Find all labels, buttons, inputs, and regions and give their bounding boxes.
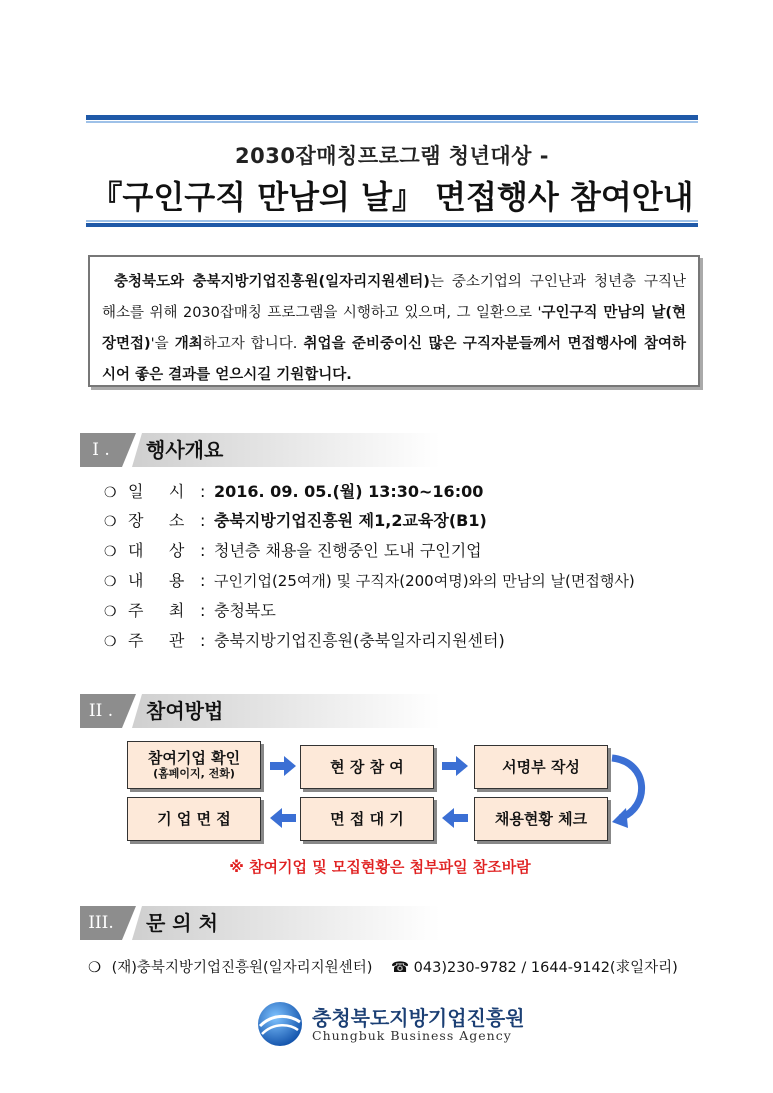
intro-text: 는 중소기업의 구인난과 청년층 구직난 해소를 위해 2030잡매칭 프로그램을 시행하고 있으며, 그 일환으로 ' <box>102 274 686 321</box>
info-colon: : <box>200 571 206 590</box>
contact-organization: (재)충북지방기업진흥원(일자리지원센터) <box>111 960 373 976</box>
arrow-left-icon <box>270 808 296 828</box>
header-top-bar <box>86 115 698 120</box>
bullet-icon: ❍ <box>88 960 101 976</box>
step-label: 기 업 면 접 <box>157 810 231 828</box>
bullet-icon: ❍ <box>104 574 117 590</box>
header-bottom-bar <box>86 223 698 227</box>
step-box-interview <box>127 797 261 841</box>
info-row-date <box>104 480 483 504</box>
step-label: 서명부 작성 <box>502 758 580 776</box>
info-colon: : <box>200 511 206 530</box>
section-number: I . <box>80 433 122 467</box>
intro-closing: 취업을 준비중이신 많은 구직자분들께서 면접행사에 참여하시어 좋은 결과를 얻으시길 기원합니다. <box>102 336 686 383</box>
info-colon: : <box>200 601 206 620</box>
agency-logo <box>256 1000 556 1050</box>
intro-event-name: 구인구직 만남의 날(현장면접) <box>102 305 686 352</box>
step-sublabel: (홈페이지, 전화) <box>153 767 235 780</box>
arrow-right-icon <box>270 756 296 776</box>
info-value: 충북지방기업진흥원(충북일자리지원센터) <box>214 631 505 650</box>
intro-text: 하고자 합니다. <box>202 336 304 352</box>
bullet-icon: ❍ <box>104 544 117 560</box>
info-value: 충청북도 <box>214 601 276 620</box>
agency-english-name: Chungbuk Business Agency <box>312 1028 512 1043</box>
step-box-waiting <box>300 797 434 841</box>
info-row-content <box>104 569 635 593</box>
info-row-host <box>104 599 276 623</box>
section-title: 문 의 처 <box>146 911 218 935</box>
globe-logo-icon <box>256 1000 304 1048</box>
contact-line <box>88 956 678 977</box>
arrow-right-icon <box>442 756 468 776</box>
header-bottom-thin-bar <box>86 220 698 222</box>
step-box-check-companies <box>127 741 261 789</box>
intro-host: 개최 <box>174 336 203 352</box>
attachment-note: ※ 참여기업 및 모집현황은 첨부파일 참조바람 <box>229 858 531 876</box>
info-colon: : <box>200 631 206 650</box>
section-header-contact <box>80 906 440 940</box>
info-label: 일 시 <box>128 482 185 501</box>
step-label: 참여기업 확인 <box>147 749 241 767</box>
phone-icon: ☎ <box>390 960 410 976</box>
info-value: 구인기업(25여개) 및 구직자(200여명)와의 만남의 날(면접행사) <box>214 572 635 590</box>
section-header-participation <box>80 694 440 728</box>
info-value: 청년층 채용을 진행중인 도내 구인기업 <box>214 541 482 560</box>
section-number: III. <box>80 906 122 940</box>
agency-name: 충청북도지방기업진흥원 <box>312 1006 525 1030</box>
contact-phone: 043)230-9782 / 1644-9142(求일자리) <box>413 960 678 976</box>
step-box-onsite <box>300 745 434 789</box>
step-box-sign-register <box>474 745 608 789</box>
info-label: 대 상 <box>128 541 185 560</box>
bullet-icon: ❍ <box>104 604 117 620</box>
step-box-hiring-status <box>474 797 608 841</box>
header-top-thin-bar <box>86 121 698 123</box>
info-label: 내 용 <box>128 571 185 590</box>
info-colon: : <box>200 541 206 560</box>
bullet-icon: ❍ <box>104 634 117 650</box>
info-row-place <box>104 509 487 533</box>
info-label: 주 최 <box>128 601 185 620</box>
step-label: 면 접 대 기 <box>330 810 404 828</box>
section-number: II . <box>80 694 122 728</box>
info-colon: : <box>200 482 206 501</box>
bullet-icon: ❍ <box>104 485 117 501</box>
bullet-icon: ❍ <box>104 514 117 530</box>
intro-organizers: 충청북도와 충북지방기업진흥원(일자리지원센터) <box>114 274 430 290</box>
curved-arrow-down-icon <box>606 752 646 832</box>
intro-text: '을 <box>150 336 175 352</box>
page-title: 『구인구직 만남의 날』 면접행사 참여안내 <box>90 178 694 216</box>
step-label: 현 장 참 여 <box>330 758 404 776</box>
info-label: 장 소 <box>128 511 185 530</box>
header-subtitle: 2030잡매칭프로그램 청년대상 - <box>235 144 549 168</box>
section-title: 행사개요 <box>146 438 224 462</box>
section-header-overview <box>80 433 440 467</box>
info-row-target <box>104 539 482 563</box>
step-label: 채용현황 체크 <box>494 810 588 828</box>
info-value: 2016. 09. 05.(월) 13:30~16:00 <box>214 482 484 501</box>
info-row-organizer <box>104 629 505 653</box>
arrow-left-icon <box>442 808 468 828</box>
info-label: 주 관 <box>128 631 185 650</box>
intro-box <box>88 255 700 387</box>
info-value: 충북지방기업진흥원 제1,2교육장(B1) <box>214 511 487 530</box>
section-title: 참여방법 <box>146 699 224 723</box>
